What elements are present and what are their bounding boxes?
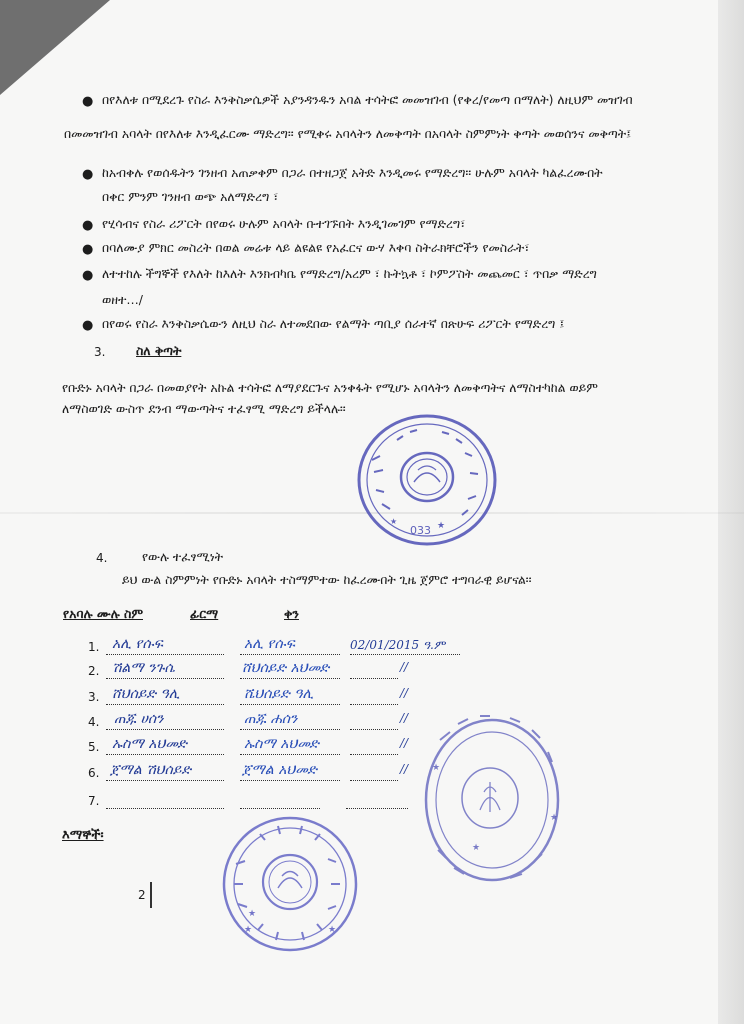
paragraph-line: የቡድኑ አባላት በጋራ በመወያየት አኩል ተሳትፎ ለማያደርጉና አንቀፋት የሚሆኑ አባላትን ለመቅጣትና ለማስተካከል ወይም (62, 380, 598, 395)
section-number: 4. (96, 551, 108, 565)
member-name: ጠጁ ሀሰን (114, 711, 164, 727)
date-line (346, 794, 408, 809)
row-number: 3. (88, 690, 100, 704)
svg-text:033: 033 (410, 524, 431, 537)
member-signature: ጠጁ ሐሰን (244, 711, 298, 727)
svg-text:★: ★ (472, 843, 481, 853)
witnesses-label: እማኞች፡ (62, 828, 104, 843)
paragraph-line: በቀር ምንም ገንዘብ ወጭ አለማድረግ ፣ (102, 189, 279, 204)
date-line (350, 690, 398, 705)
member-signature: ሼህሰይድ ዓሊ (244, 686, 314, 702)
paragraph-line: ለተተከሉ ችግኞች የእለት ከእለት እንክብካቤ የማድረግ/አረም ፣ ኩትኳቶ ፣ ኮምፖስት መጨመር ፣ ጥበቃ ማድረግ (102, 266, 597, 281)
paragraph-line: ወዘተ…/ (102, 292, 143, 307)
row-number: 7. (88, 794, 100, 808)
row-number: 1. (88, 640, 100, 654)
column-header-signature: ፊርማ (190, 606, 219, 621)
page-number: 2 (138, 888, 146, 902)
member-signature: አሊ የሱፍ (244, 636, 295, 652)
member-name: አሊ የሱፍ (112, 636, 163, 652)
paragraph-line: በየወሩ የስራ እንቅስቃሴውን ለዚህ ስራ ለተመደበው የልማት ጣቢያ ሰራተኛ በጽሁፍ ሪፖርት የማድረግ ፤ (102, 316, 565, 331)
section-title: ስለ ቅጣት (136, 343, 182, 358)
row-number: 2. (88, 664, 100, 678)
svg-text:★: ★ (550, 813, 559, 823)
date-line (350, 715, 398, 730)
section-title: የውሉ ተፈፃሚነት (142, 549, 223, 564)
svg-text:★: ★ (244, 925, 253, 935)
paragraph-line: ይህ ውል ስምምነት የቡድኑ አባላት ተስማምተው ከፈረሙበት ጊዜ ጀምሮ ተግባራዊ ይሆናል፡፡ (122, 572, 532, 587)
signature-date: // (400, 711, 409, 725)
signature-line (240, 794, 320, 809)
row-number: 4. (88, 715, 100, 729)
bullet: ● (82, 218, 94, 233)
svg-text:★: ★ (328, 925, 337, 935)
date-line (350, 664, 398, 679)
column-header-name: የአባሉ ሙሉ ስም (63, 606, 143, 621)
member-signature: ጀማል አህመድ (242, 762, 317, 778)
svg-text:★: ★ (437, 521, 446, 531)
margin-mark (150, 882, 152, 908)
member-name: ጀማል ሽህሰይድ (110, 762, 192, 778)
member-name: ኡስማ አህመድ (112, 736, 187, 752)
member-signature: ሸህሰይድ አህመድ (242, 660, 330, 676)
column-header-date: ቀን (284, 606, 299, 621)
round-seal-stamp (352, 412, 502, 552)
round-seal-stamp (218, 812, 362, 956)
svg-text:★: ★ (390, 517, 398, 526)
signature-date: // (400, 762, 409, 776)
svg-text:★: ★ (432, 763, 441, 773)
signature-date: 02/01/2015 ዓ.ም (350, 638, 446, 652)
member-name: ሽልማ ንጉሴ (112, 660, 175, 676)
svg-text:★: ★ (248, 909, 257, 919)
section-number: 3. (94, 345, 106, 359)
row-number: 6. (88, 766, 100, 780)
round-seal-stamp (410, 700, 570, 900)
signature-date: // (400, 736, 409, 750)
signature-date: // (400, 686, 409, 700)
date-line (350, 740, 398, 755)
paragraph-line: በመመዝገብ አባላት በየእለቱ እንዲፈርሙ ማድረግ፡፡ የሚቀሩ አባላትን ለመቅጣት በአባላት ስምምነት ቅጣት መወሰንና መቅጣት፤ (64, 126, 632, 141)
bullet: ● (82, 268, 94, 283)
paragraph-line: የሂሳብና የስራ ሪፖርት በየወሩ ሁሉም አባላት ቡተገኙበት እንዲገመገም የማድረግ፣ (102, 216, 466, 231)
row-number: 5. (88, 740, 100, 754)
bullet: ● (82, 242, 94, 257)
date-line (350, 766, 398, 781)
member-signature: ኡስማ አህመድ (244, 736, 319, 752)
paragraph-line: ለማስወገድ ውስጥ ደንብ ማውጣትና ተፈፃሚ ማድረግ ይችላሉ፡፡ (62, 401, 346, 416)
paragraph-line: በየእለቱ በሚደረጉ የስራ እንቅስቃሴዎች አያንዳንዱን አባል ተሳትፎ መመዝገብ (የቀረ/የመጣ በማለት) ለዚህም መዝገብ (102, 92, 633, 107)
bullet: ● (82, 94, 94, 109)
bullet: ● (82, 318, 94, 333)
paragraph-line: በባለሙያ ምክር መስረት በወል መሬቱ ላይ ልዩልዩ የአፈርና ውሃ እቀባ ስትራክቸሮችን የመስራት፣ (102, 240, 530, 255)
member-name: ሸህሰይድ ዓሊ (112, 686, 180, 702)
name-line (106, 794, 224, 809)
paragraph-line: ከአብቀሉ የወሰዱትን ገንዘብ አጠቃቀም በጋራ በተዘጋጀ አትድ እንዲመሩ የማድረግ፡፡ ሁሉም አባላት ካልፈረሙበት (102, 165, 603, 180)
signature-date: // (400, 660, 409, 674)
bullet: ● (82, 167, 94, 182)
